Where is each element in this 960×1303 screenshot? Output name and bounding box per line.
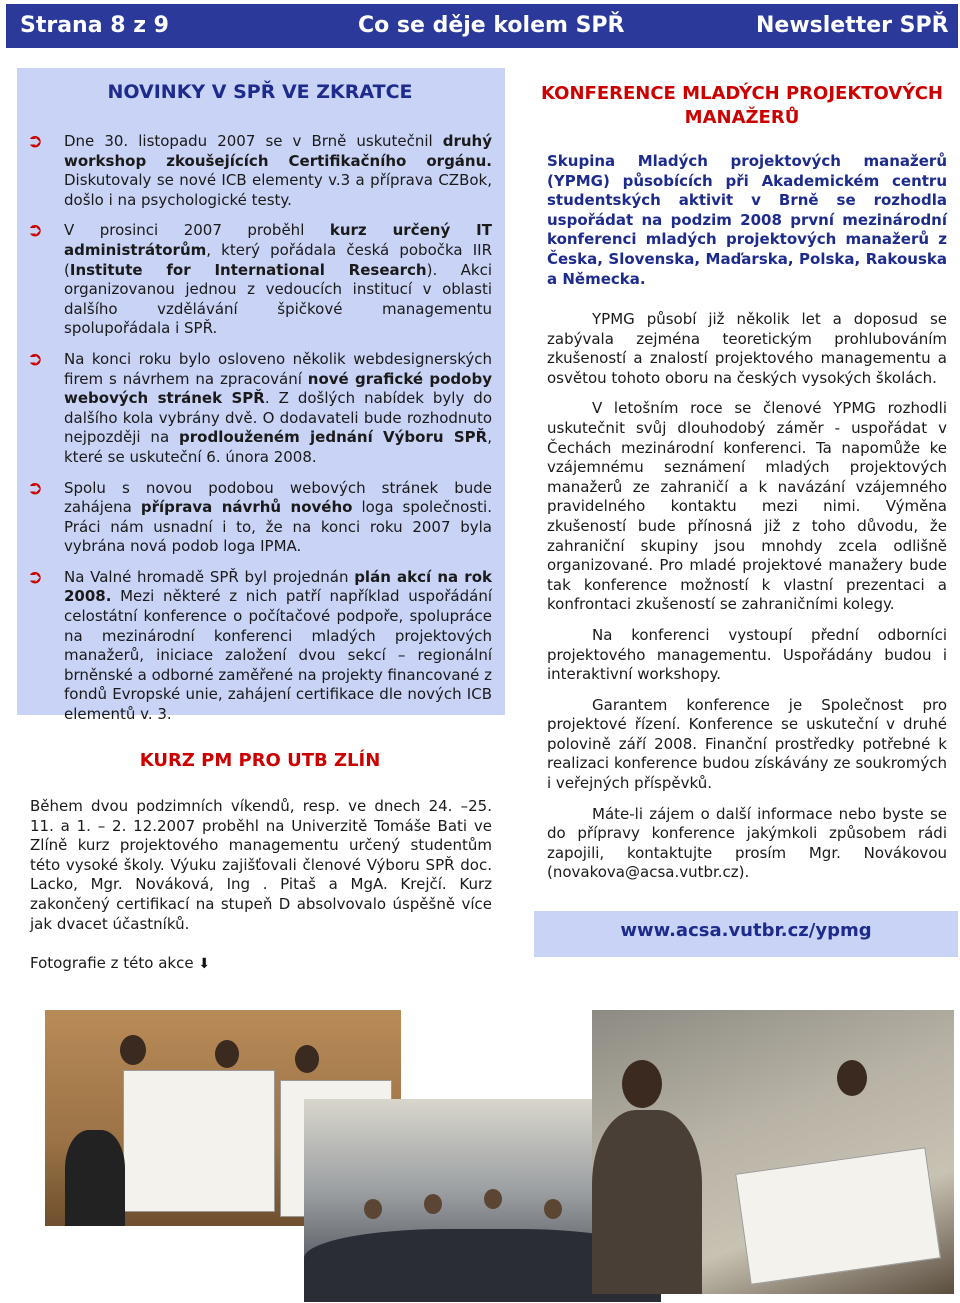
conference-paragraph: Garantem konference je Společnost pro projektové řízení. Konference se uskuteční v druhé polovině září 2008. Finanční prostředky potřebné k realizaci konference budou získávány ze soukromých i veřejných příspěvků.	[547, 695, 947, 793]
table-sheet	[735, 1147, 941, 1285]
person-body	[592, 1110, 702, 1294]
news-item-text: Na Valné hromadě SPŘ byl projednán plán akcí na rok 2008. Mezi některé z nich patří například uspořádání celostátní konference o počítačové podpoře, spolupráce na mezinárodní konferenci mladých projektových manažerů, iniciace založení dvou sekcí – regionální brněnské a odborné zaměřené na projekty financované z fondů Evropské unie, zahájení certifikace dle nových ICB elementů v. 3.	[64, 567, 493, 724]
news-item	[27, 476, 492, 557]
page-header	[6, 4, 958, 48]
news-item-text: Na konci roku bylo osloveno několik webdesignerských firem s návrhem na zpracování nové grafické podoby webových stránek SPŘ. Z došlých nabídek byly do dalšího kola vybrány dvě. O dodavateli bude rozhodnuto nejpozději na prodlouženém jednání Výboru SPŘ, které se uskuteční 6. února 2008.	[64, 349, 492, 466]
photos-caption	[30, 954, 210, 974]
conference-paragraph: Máte-li zájem o další informace nebo byste se do přípravy konference jakýmkoli způsobem rádi zapojili, kontaktujte prosím Mgr. Novákovou (novakova@acsa.vutbr.cz).	[547, 804, 947, 882]
newsletter-title: Newsletter SPŘ	[756, 13, 949, 38]
news-item	[27, 347, 492, 468]
person-head	[544, 1199, 562, 1219]
conference-url-box	[534, 911, 958, 957]
news-item	[27, 565, 493, 725]
person-head	[622, 1060, 662, 1108]
kurz-title: KURZ PM PRO UTB ZLÍN	[139, 750, 381, 771]
arrow-down-icon: ⬇	[198, 956, 211, 972]
conference-title: KONFERENCE MLADÝCH PROJEKTOVÝCH MANAŽERŮ	[541, 83, 943, 128]
news-item-text: V prosinci 2007 proběhl kurz určený IT administrátorům, který pořádala česká pobočka IIR (Institute for International Research). Akci organizovanou jednou z vedoucích institucí v oblasti dalšího vzdělávání špičkové managementu spolupořádala i SPŘ.	[64, 221, 492, 338]
conference-body	[547, 310, 947, 894]
conference-url-link[interactable]: www.acsa.vutbr.cz/ypmg	[620, 920, 872, 941]
conference-paragraph: YPMG působí již několik let a doposud se zabývala zejména teoretickým prohlubováním zkušeností a znalostí projektového managementu a osvětou tohoto oboru na českých vysokých školách.	[547, 310, 947, 387]
news-item	[27, 132, 492, 210]
section-title: Co se děje kolem SPŘ	[358, 13, 625, 38]
person-head	[364, 1199, 382, 1219]
page-number: Strana 8 z 9	[20, 13, 169, 38]
poster-sheet	[123, 1070, 275, 1212]
news-item-text: Dne 30. listopadu 2007 se v Brně uskutečnil druhý workshop zkoušejících Certifikačního orgánu. Diskutovaly se nové ICB elementy v.3 a příprava CZBok, došlo i na psychologické testy.	[64, 132, 492, 209]
arrow-bullet-icon: ➲	[27, 130, 43, 152]
person-head	[837, 1060, 867, 1096]
news-title: NOVINKY V SPŘ VE ZKRATCE	[107, 81, 413, 103]
course-photo-workshop	[592, 1010, 954, 1294]
arrow-bullet-icon: ➲	[27, 476, 43, 499]
arrow-bullet-icon: ➲	[27, 347, 43, 370]
conference-paragraph: V letošním roce se členové YPMG rozhodli uskutečnit svůj dlouhodobý záměr - uspořádat v Čechách mezinárodní konferenci. Ta napomůže ke vzájemnému seznámení mladých projektových manažerů ze zahraničí a k navázání vzájemného pravidelného kontaktu mezi nimi. Výměna zkušeností bude přínosná již z toho důvodu, že zahraniční skupiny jsou mnohdy zcela odlišně organizované. Pro mladé projektové manažery bude tak konference možností k vlastní prezentaci a konfrontaci zkušeností se zahraničními kolegy.	[547, 399, 947, 614]
arrow-bullet-icon: ➲	[27, 219, 43, 242]
conference-paragraph: Na konferenci vystoupí přední odborníci projektového managementu. Uspořádány budou i interaktivní workshopy.	[547, 625, 947, 684]
kurz-text: Během dvou podzimních víkendů, resp. ve dnech 24. –25. 11. a 1. – 2. 12.2007 proběhl na Univerzitě Tomáše Bati ve Zlíně kurz projektového managementu určený studentům této vysoké školy. Výuku zajišťovali členové Výboru SPŘ doc. Lacko, Mgr. Nováková, Ing . Pitaš a MgA. Krejčí. Kurz zakončený certifikací na stupeň D absolvovalo úspěšně více jak dvacet účastníků.	[30, 797, 492, 933]
conference-intro: Skupina Mladých projektových manažerů (YPMG) působících při Akademickém centru studentských aktivit v Brně se rozhodla uspořádat na podzim 2008 první mezinárodní konferenci mladých projektových manažerů z Česka, Slovenska, Maďarska, Polska, Rakouska a Německa.	[547, 152, 947, 288]
person-body	[65, 1130, 125, 1226]
news-item	[27, 221, 492, 339]
photos-label: Fotografie z této akce	[30, 954, 194, 972]
arrow-bullet-icon: ➲	[27, 565, 43, 588]
person-head	[424, 1194, 442, 1214]
news-item-text: Spolu s novou podobou webových stránek bude zahájena příprava návrhů nového loga společnosti. Práci nám usnadní i to, že na konci roku 2007 byla vybrána nová podob loga IPMA.	[64, 478, 492, 556]
news-list	[27, 132, 492, 736]
person-head	[215, 1040, 239, 1068]
person-head	[295, 1045, 319, 1073]
person-head	[484, 1189, 502, 1209]
person-head	[120, 1035, 146, 1065]
